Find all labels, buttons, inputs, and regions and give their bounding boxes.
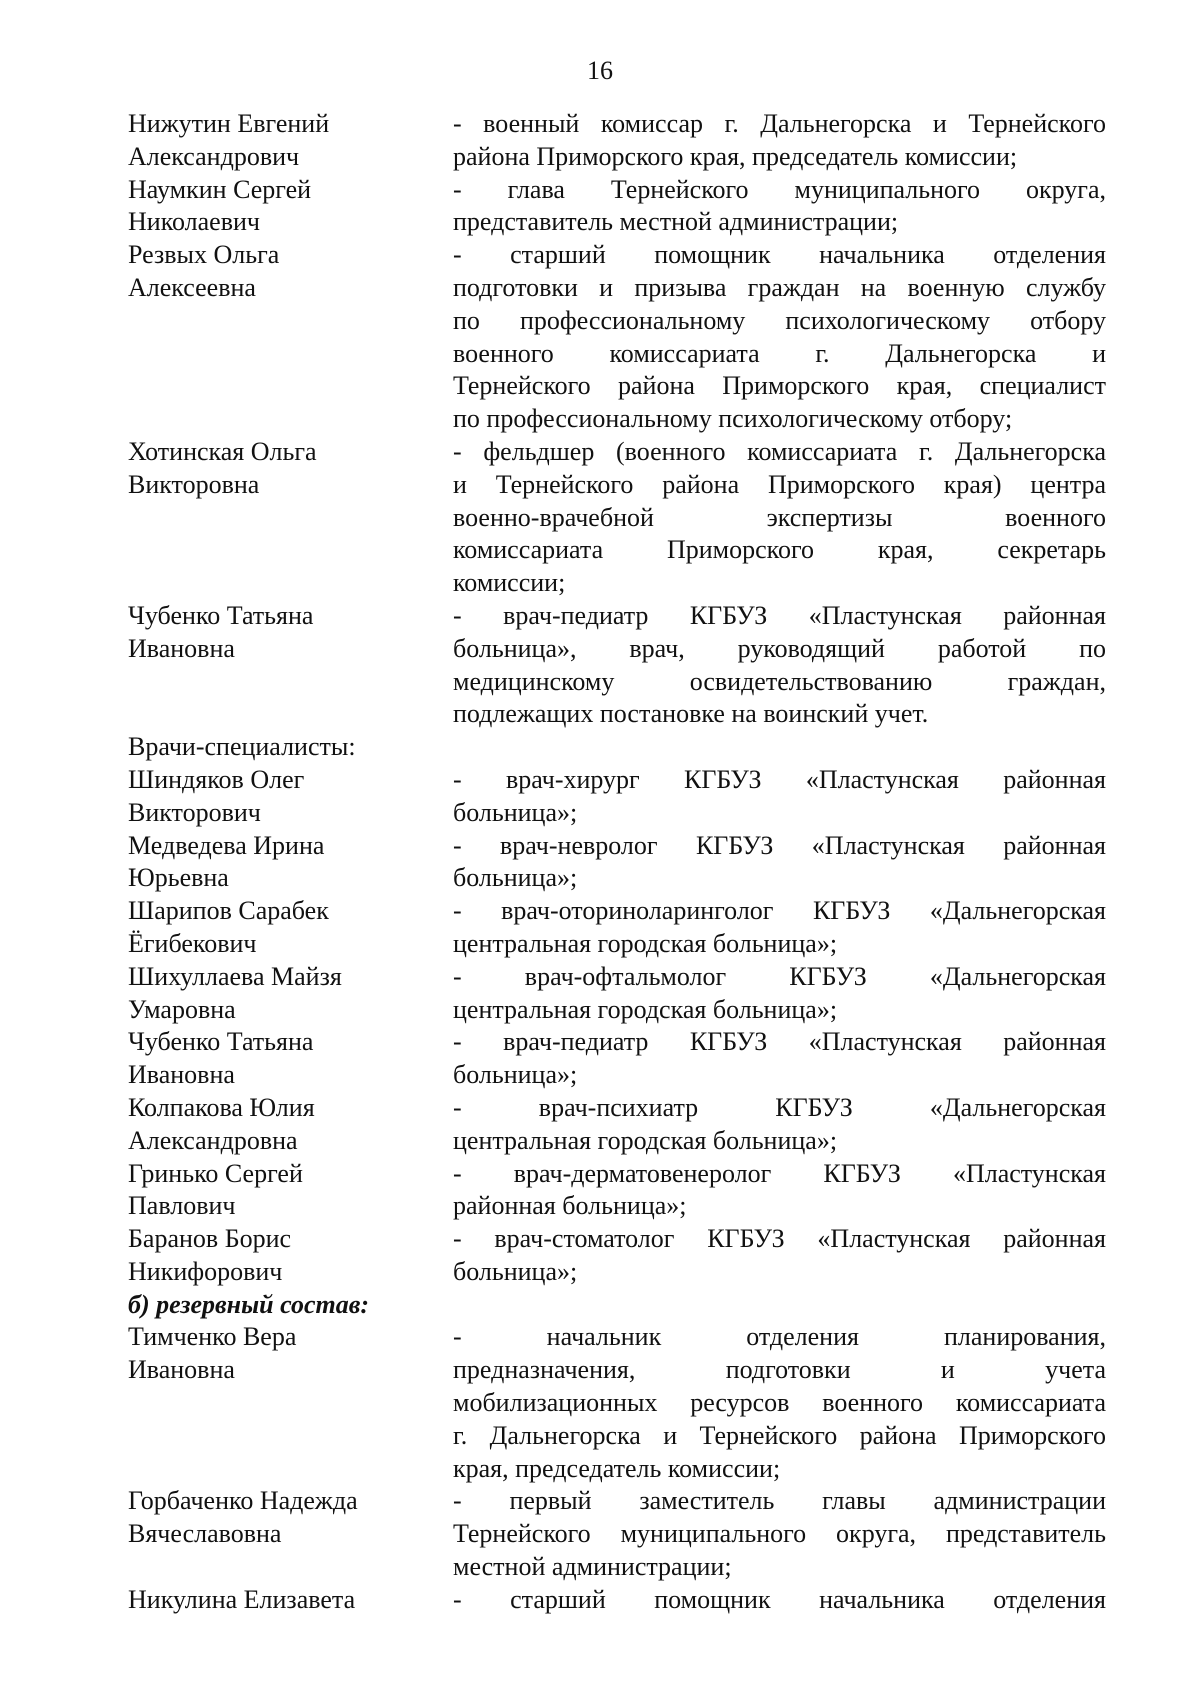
- member-position: [453, 1485, 1106, 1583]
- member-position: [453, 436, 1106, 600]
- member-position-line: - врач-дерматовенеролог КГБУЗ «Пластунская: [453, 1158, 1106, 1188]
- member-position: [453, 1223, 1106, 1289]
- member-name-line: Умаровна: [128, 994, 236, 1024]
- member-name-line: Павлович: [128, 1191, 236, 1221]
- member-name-line: Хотинская Ольга: [128, 436, 317, 466]
- member-position-line: комиссариата Приморского края, секретарь: [453, 535, 1106, 565]
- member-name-line: Ёгибекович: [128, 928, 257, 958]
- member-position-line: центральная городская больница»;: [453, 994, 838, 1024]
- member-position-line: комиссии;: [453, 568, 566, 598]
- member-position-line: - врач-офтальмолог КГБУЗ «Дальнегорская: [453, 961, 1106, 991]
- member-position-line: - глава Тернейского муниципального округа,: [453, 174, 1106, 204]
- member-position: [453, 174, 1106, 240]
- member-name: [128, 961, 453, 1027]
- member-name-line: Горбаченко Надежда: [128, 1486, 358, 1516]
- member-entry: [128, 764, 1106, 830]
- member-position: [453, 895, 1106, 961]
- member-name-line: Тимченко Вера: [128, 1322, 297, 1352]
- member-position-line: края, председатель комиссии;: [453, 1453, 781, 1483]
- member-position-line: - врач-стоматолог КГБУЗ «Пластунская районная: [453, 1224, 1106, 1254]
- member-name-line: Чубенко Татьяна: [128, 1027, 314, 1057]
- member-position: [453, 1584, 1106, 1617]
- member-name-line: Медведева Ирина: [128, 830, 325, 860]
- member-name: [128, 1158, 453, 1224]
- member-name-line: Викторовна: [128, 469, 260, 499]
- member-name: [128, 1584, 453, 1617]
- member-name: [128, 895, 453, 961]
- member-position-line: - военный комиссар г. Дальнегорска и Тернейского: [453, 109, 1106, 138]
- member-entry: [128, 1026, 1106, 1092]
- member-name-line: Алексеевна: [128, 272, 256, 302]
- member-name-line: Ивановна: [128, 1355, 235, 1385]
- member-position-line: - врач-психиатр КГБУЗ «Дальнегорская: [453, 1092, 1106, 1122]
- member-position-line: больница»;: [453, 863, 578, 893]
- member-position-line: - старший помощник начальника отделения: [453, 240, 1106, 270]
- member-entry: [128, 1158, 1106, 1224]
- member-position-line: военного комиссариата г. Дальнегорска и: [453, 338, 1106, 368]
- member-position-line: и Тернейского района Приморского края) центра: [453, 469, 1106, 499]
- member-name: [128, 1223, 453, 1289]
- member-name: [128, 239, 453, 436]
- member-entry: [128, 1584, 1106, 1617]
- member-position-line: подготовки и призыва граждан на военную службу: [453, 272, 1106, 302]
- member-name-line: Ивановна: [128, 633, 235, 663]
- member-entry: [128, 239, 1106, 436]
- member-name-line: Гринько Сергей: [128, 1158, 303, 1188]
- member-name-line: Николаевич: [128, 207, 260, 237]
- member-name-line: Шихуллаева Майзя: [128, 961, 342, 991]
- member-name-line: Александровна: [128, 1125, 298, 1155]
- reserve-members-section: [128, 1321, 1106, 1616]
- member-position-line: представитель местной администрации;: [453, 207, 899, 237]
- member-position: [453, 830, 1106, 896]
- member-entry: [128, 1223, 1106, 1289]
- member-entry: [128, 1092, 1106, 1158]
- member-name: [128, 1321, 453, 1485]
- member-position-line: по профессиональному психологическому отбору;: [453, 404, 1013, 434]
- member-entry: [128, 1485, 1106, 1583]
- member-name-line: Юрьевна: [128, 863, 229, 893]
- specialists-heading: Врачи-специалисты:: [128, 732, 356, 762]
- member-entry: [128, 895, 1106, 961]
- member-position-line: больница»;: [453, 1256, 578, 1286]
- member-name-line: Нижутин Евгений: [128, 109, 330, 138]
- member-position-line: больница»;: [453, 797, 578, 827]
- member-position-line: - фельдшер (военного комиссариата г. Дальнегорска: [453, 436, 1106, 466]
- member-name: [128, 108, 453, 174]
- member-entry: [128, 108, 1106, 174]
- member-position: [453, 764, 1106, 830]
- member-name: [128, 1092, 453, 1158]
- member-name-line: Шарипов Сарабек: [128, 896, 329, 926]
- member-entry: [128, 830, 1106, 896]
- member-position: [453, 1092, 1106, 1158]
- member-position-line: района Приморского края, председатель комиссии;: [453, 141, 1018, 171]
- main-members-section: [128, 108, 1106, 731]
- member-position-line: подлежащих постановке на воинский учет.: [453, 699, 929, 729]
- member-name-line: Чубенко Татьяна: [128, 600, 314, 630]
- member-position-line: г. Дальнегорска и Тернейского района Приморского: [453, 1420, 1106, 1450]
- member-name: [128, 830, 453, 896]
- member-position: [453, 108, 1106, 174]
- member-name: [128, 600, 453, 731]
- member-name-line: Вячеславовна: [128, 1519, 282, 1549]
- member-position-line: больница»;: [453, 1060, 578, 1090]
- commission-list: [128, 108, 1106, 1617]
- member-position-line: центральная городская больница»;: [453, 928, 838, 958]
- member-position-line: районная больница»;: [453, 1191, 687, 1221]
- member-position: [453, 961, 1106, 1027]
- member-position: [453, 1158, 1106, 1224]
- member-name-line: Колпакова Юлия: [128, 1092, 315, 1122]
- member-position-line: больница», врач, руководящий работой по: [453, 633, 1106, 663]
- member-entry: [128, 961, 1106, 1027]
- member-name: [128, 1026, 453, 1092]
- member-position-line: по профессиональному психологическому отбору: [453, 305, 1106, 335]
- member-position-line: мобилизационных ресурсов военного комиссариата: [453, 1388, 1106, 1418]
- member-name: [128, 174, 453, 240]
- member-name: [128, 1485, 453, 1583]
- member-name-line: Никифорович: [128, 1256, 283, 1286]
- member-name: [128, 436, 453, 600]
- member-entry: [128, 1321, 1106, 1485]
- member-name: [128, 764, 453, 830]
- member-name-line: Викторович: [128, 797, 261, 827]
- member-position-line: центральная городская больница»;: [453, 1125, 838, 1155]
- member-position-line: Тернейского района Приморского края, специалист: [453, 371, 1106, 401]
- member-position-line: Тернейского муниципального округа, представитель: [453, 1519, 1106, 1549]
- member-position-line: - врач-педиатр КГБУЗ «Пластунская районная: [453, 1027, 1106, 1057]
- member-name-line: Шиндяков Олег: [128, 764, 305, 794]
- member-position: [453, 600, 1106, 731]
- member-position-line: военно-врачебной экспертизы военного: [453, 502, 1106, 532]
- member-name-line: Резвых Ольга: [128, 240, 280, 270]
- member-entry: [128, 600, 1106, 731]
- member-position-line: предназначения, подготовки и учета: [453, 1355, 1106, 1385]
- reserve-heading: б) резервный состав:: [128, 1289, 369, 1319]
- member-name-line: Баранов Борис: [128, 1224, 292, 1254]
- member-position-line: - первый заместитель главы администрации: [453, 1486, 1106, 1516]
- member-entry: [128, 436, 1106, 600]
- member-position-line: - начальник отделения планирования,: [453, 1322, 1106, 1352]
- member-position-line: - старший помощник начальника отделения: [453, 1584, 1106, 1614]
- member-name-line: Александрович: [128, 141, 300, 171]
- page-number: 16: [587, 56, 613, 85]
- member-position: [453, 239, 1106, 436]
- member-position-line: - врач-оториноларинголог КГБУЗ «Дальнегорская: [453, 896, 1106, 926]
- member-position-line: медицинскому освидетельствованию граждан,: [453, 666, 1106, 696]
- member-position-line: местной администрации;: [453, 1552, 732, 1582]
- member-position-line: - врач-педиатр КГБУЗ «Пластунская районная: [453, 600, 1106, 630]
- member-name-line: Ивановна: [128, 1060, 235, 1090]
- member-position-line: - врач-невролог КГБУЗ «Пластунская районная: [453, 830, 1106, 860]
- member-position: [453, 1026, 1106, 1092]
- specialists-section: [128, 764, 1106, 1289]
- member-name-line: Никулина Елизавета: [128, 1584, 356, 1614]
- member-position-line: - врач-хирург КГБУЗ «Пластунская районная: [453, 764, 1106, 794]
- member-position: [453, 1321, 1106, 1485]
- member-name-line: Наумкин Сергей: [128, 174, 312, 204]
- member-entry: [128, 174, 1106, 240]
